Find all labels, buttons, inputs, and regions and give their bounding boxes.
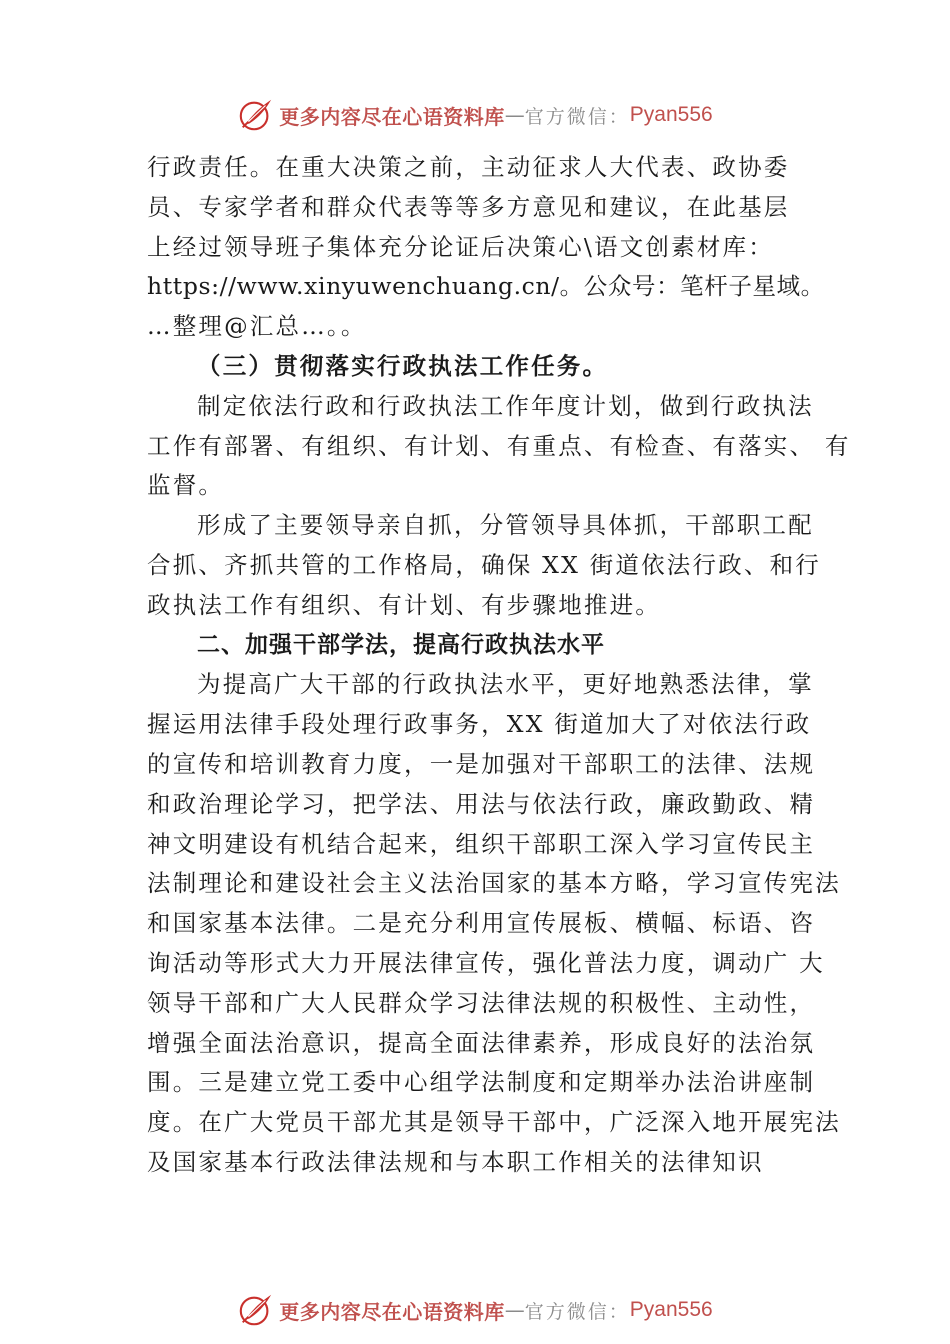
banner-dash: — <box>504 103 525 127</box>
text-line: 监督。 <box>147 471 225 500</box>
text-line: 为提高广大干部的行政执法水平，更好地熟悉法律，掌 <box>197 670 814 699</box>
text-line: 度。在广大党员干部尤其是领导干部中，广泛深入地开展宪法 <box>147 1108 841 1137</box>
text-line: 的宣传和培训教育力度，一是加强对干部职工的法律、法规 <box>147 749 816 778</box>
footer-banner <box>0 1288 950 1332</box>
text-line: 员、专家学者和群众代表等等多方意见和建议，在此基层 <box>147 192 790 221</box>
text-line: 增强全面法治意识，提高全面法律素养，形成良好的法治氛 <box>147 1028 816 1057</box>
text-line: 询活动等形式大力开展法律宣传，强化普法力度，调动广 大 <box>147 948 825 977</box>
quill-logo-icon <box>237 1291 275 1329</box>
text-line: 法制理论和建设社会主义法治国家的基本方略，学习宣传宪法 <box>147 869 841 898</box>
banner-main-text: 更多内容尽在心语资料库 <box>279 104 505 129</box>
text-line: 领导干部和广大人民群众学习法律法规的积极性、主动性， <box>147 988 816 1017</box>
banner-wechat-id: Pyan556 <box>629 103 713 126</box>
section-heading: 二、加强干部学法，提高行政执法水平 <box>197 631 605 658</box>
text-line: 合抓、齐抓共管的工作格局，确保 XX 街道依法行政、和行 <box>147 550 821 579</box>
text-line: 形成了主要领导亲自抓，分管领导具体抓，干部职工配 <box>197 511 814 540</box>
banner-main-text: 更多内容尽在心语资料库 <box>279 1299 505 1324</box>
header-banner <box>0 93 950 137</box>
text-line: 和国家基本法律。二是充分利用宣传展板、横幅、标语、咨 <box>147 909 816 938</box>
banner-wechat-label: 官方微信： <box>524 1300 630 1323</box>
text-line: 及国家基本行政法律法规和与本职工作相关的法律知识 <box>147 1147 764 1176</box>
quill-logo-icon <box>237 96 275 134</box>
banner-wechat-id: Pyan556 <box>629 1298 713 1321</box>
text-line: 政执法工作有组织、有计划、有步骤地推进。 <box>147 590 661 619</box>
text-line: 神文明建设有机结合起来，组织干部职工深入学习宣传民主 <box>147 829 816 858</box>
text-line: 工作有部署、有组织、有计划、有重点、有检查、有落实、 有 <box>147 431 851 460</box>
text-line: 上经过领导班子集体充分论证后决策心\语文创素材库： <box>147 232 774 261</box>
text-line: 围。三是建立党工委中心组学法制度和定期举办法治讲座制 <box>147 1068 816 1097</box>
banner-dash: — <box>504 1298 525 1322</box>
text-line: 握运用法律手段处理行政事务，XX 街道加大了对依法行政 <box>147 710 812 739</box>
document-body <box>147 148 851 1183</box>
section-subheading: （三）贯彻落实行政执法工作任务。 <box>197 351 609 380</box>
text-line: 制定依法行政和行政执法工作年度计划，做到行政执法 <box>197 391 814 420</box>
text-line: 和政治理论学习，把学法、用法与依法行政，廉政勤政、精 <box>147 789 816 818</box>
text-line: …整理@汇总…。。 <box>147 312 367 341</box>
text-line: 行政责任。在重大决策之前，主动征求人大代表、政协委 <box>147 153 790 181</box>
banner-wechat-label: 官方微信： <box>524 105 630 128</box>
text-line: https://www.xinyuwenchuang.cn/。公众号：笔杆子星域。 <box>147 272 825 301</box>
